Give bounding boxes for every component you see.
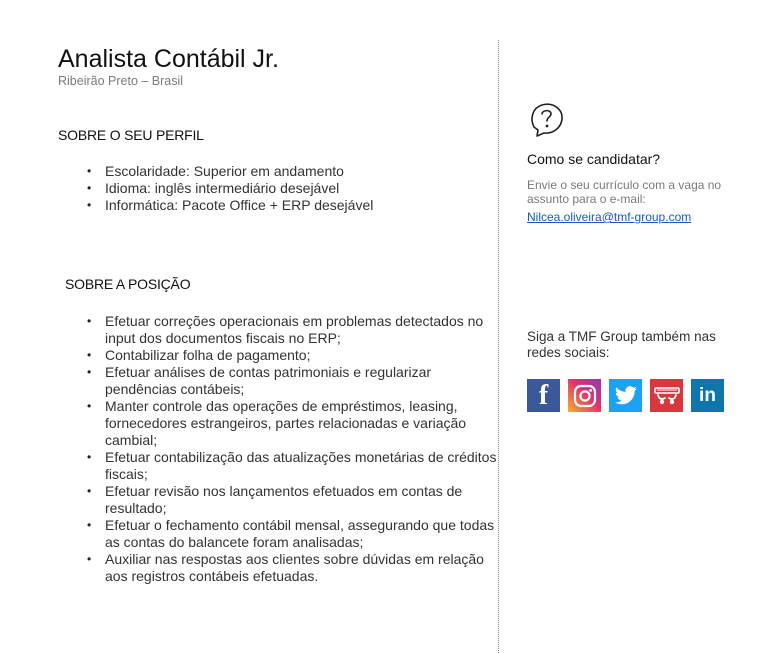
- social-text: Siga a TMF Group também nas redes sociais:: [527, 329, 716, 360]
- question-icon: [528, 100, 566, 138]
- profile-list: [87, 163, 487, 214]
- apply-text: Envie o seu currículo com a vaga no assunto para o e-mail:: [527, 178, 722, 206]
- facebook-glyph: f: [538, 380, 549, 411]
- profile-heading: SOBRE O SEU PERFIL: [58, 127, 204, 143]
- twitter-glyph: [614, 386, 638, 406]
- linkedin-icon[interactable]: [691, 379, 724, 412]
- list-item: • Idioma: inglês intermediário desejável: [87, 180, 487, 197]
- list-item: • Auxiliar nas respostas aos clientes sobre dúvidas em relação aos registros contábeis efetuadas.: [87, 551, 497, 585]
- job-title: Analista Contábil Jr.: [58, 45, 279, 73]
- twitter-icon[interactable]: [609, 379, 642, 412]
- list-item: • Efetuar revisão nos lançamentos efetuados em contas de resultado;: [87, 483, 497, 517]
- job-location: Ribeirão Preto – Brasil: [58, 74, 184, 88]
- slideshare-glyph: [653, 385, 681, 407]
- social-icons: [527, 379, 724, 412]
- list-item: • Efetuar correções operacionais em problemas detectados no input dos documentos fiscais no ERP;: [87, 313, 497, 347]
- instagram-glyph: [573, 384, 597, 408]
- instagram-icon[interactable]: [568, 379, 601, 412]
- list-item: • Efetuar o fechamento contábil mensal, assegurando que todas as contas do balancete foram analisadas;: [87, 517, 497, 551]
- email-link[interactable]: Nilcea.oliveira@tmf-group.com: [527, 210, 692, 224]
- list-item: • Efetuar contabilização das atualizações monetárias de créditos fiscais;: [87, 449, 497, 483]
- job-header: [58, 44, 498, 88]
- facebook-icon[interactable]: [527, 379, 560, 412]
- list-item: • Efetuar análises de contas patrimoniais e regularizar pendências contábeis;: [87, 364, 497, 398]
- list-item: • Manter controle das operações de empréstimos, leasing, fornecedores estrangeiros, partes relacionadas e variação cambial;: [87, 398, 497, 449]
- apply-title: Como se candidatar?: [527, 151, 661, 167]
- position-list: [87, 313, 497, 585]
- list-item: • Escolaridade: Superior em andamento: [87, 163, 487, 180]
- list-item: • Informática: Pacote Office + ERP desejável: [87, 197, 487, 214]
- list-item: • Contabilizar folha de pagamento;: [87, 347, 497, 364]
- column-divider: [498, 40, 499, 653]
- slideshare-icon[interactable]: [650, 379, 683, 412]
- position-heading: SOBRE A POSIÇÃO: [65, 276, 191, 292]
- linkedin-glyph: in: [699, 384, 716, 406]
